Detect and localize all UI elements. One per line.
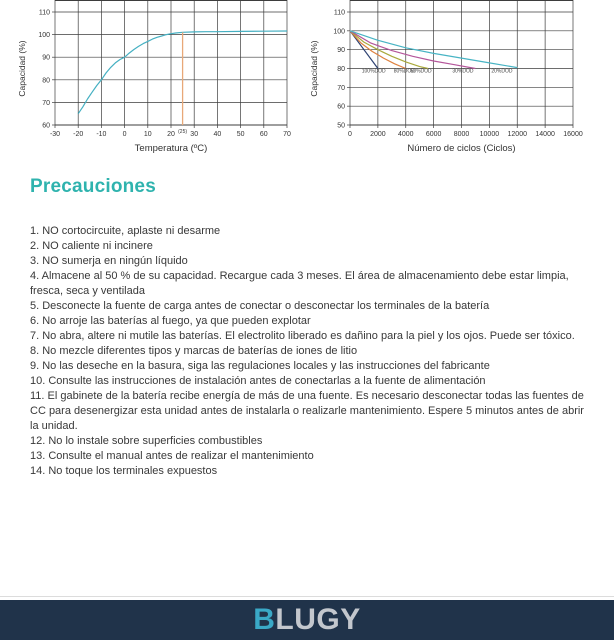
precautions-list xyxy=(30,224,592,479)
precaution-item: 9. No las deseche en la basura, siga las regulaciones locales y las instrucciones del fabricante xyxy=(30,360,490,372)
precautions-section xyxy=(30,176,592,479)
svg-text:8000: 8000 xyxy=(453,131,470,138)
section-heading: Precauciones xyxy=(30,176,156,197)
svg-text:80: 80 xyxy=(42,77,50,85)
svg-text:0: 0 xyxy=(122,131,127,138)
precaution-item: 8. No mezcle diferentes tipos y marcas de baterías de iones de litio xyxy=(30,345,358,357)
svg-text:20: 20 xyxy=(167,131,175,138)
svg-text:Capacidad (%): Capacidad (%) xyxy=(17,40,27,97)
svg-text:90: 90 xyxy=(337,47,345,55)
precaution-item: 1. NO cortocircuite, aplaste ni desarme xyxy=(30,225,221,237)
precaution-item: 4. Almacene al 50 % de su capacidad. Recargue cada 3 meses. El área de almacenamiento debe estar limpia, fresca, seca y ventilada xyxy=(30,270,569,297)
logo-letter-b: B xyxy=(253,603,276,636)
svg-text:20%DOD: 20%DOD xyxy=(491,68,513,75)
svg-text:Temperatura (ºC): Temperatura (ºC) xyxy=(134,143,208,154)
logo-text-lugy: LUGY xyxy=(275,603,361,636)
precaution-item: 3. NO sumerja en ningún líquido xyxy=(30,255,188,267)
svg-text:10: 10 xyxy=(143,131,152,138)
svg-text:10000: 10000 xyxy=(479,131,500,138)
temperature-chart-container xyxy=(14,0,306,158)
svg-text:60: 60 xyxy=(42,122,50,130)
precaution-item: 2. NO caliente ni incinere xyxy=(30,240,153,252)
svg-text:-10: -10 xyxy=(96,131,107,138)
svg-text:14000: 14000 xyxy=(535,131,555,138)
svg-text:-30: -30 xyxy=(49,131,61,138)
precaution-item: 14. No toque los terminales expuestos xyxy=(30,465,218,477)
cycle-life-chart xyxy=(306,0,606,158)
svg-text:60: 60 xyxy=(259,131,268,138)
precaution-item: 13. Consulte el manual antes de realizar el mantenimiento xyxy=(30,450,314,462)
precaution-item: 7. No abra, altere ni mutile las baterías. El electrolito liberado es dañino para la piel y los ojos. Puede ser tóxico. xyxy=(30,330,575,342)
svg-text:50: 50 xyxy=(337,122,345,130)
svg-text:50%DOD: 50%DOD xyxy=(410,68,432,75)
svg-text:100%DOD: 100%DOD xyxy=(361,68,386,75)
svg-text:4000: 4000 xyxy=(397,131,414,138)
cycle-life-chart-container xyxy=(306,0,606,158)
svg-text:30: 30 xyxy=(190,131,199,138)
svg-text:70: 70 xyxy=(337,84,345,92)
svg-text:6000: 6000 xyxy=(425,131,442,138)
svg-text:80%DOD: 80%DOD xyxy=(393,68,415,75)
svg-text:12000: 12000 xyxy=(507,131,527,138)
precaution-item: 6. No arroje las baterías al fuego, ya que pueden explotar xyxy=(30,315,311,327)
svg-text:0: 0 xyxy=(348,131,352,138)
precaution-item: 5. Desconecte la fuente de carga antes de conectar o desconectar los terminales de la batería xyxy=(30,300,490,312)
svg-text:110: 110 xyxy=(333,9,345,17)
svg-text:(25): (25) xyxy=(178,129,188,135)
precaution-item: 11. El gabinete de la batería recibe energía de más de una fuente. Es necesario desconectar todas las fuentes de CC para desenergizar esta unidad antes de instalarla o realizarle mantenimiento. Espere 5 minutos antes de abrir la unidad. xyxy=(30,390,584,432)
svg-text:Capacidad (%): Capacidad (%) xyxy=(309,40,319,97)
precaution-item: 10. Consulte las instrucciones de instalación antes de conectarlas a la fuente de alimentación xyxy=(30,375,486,387)
svg-text:50: 50 xyxy=(236,131,245,138)
svg-text:70: 70 xyxy=(283,131,291,138)
svg-text:16000: 16000 xyxy=(563,131,583,138)
svg-text:-20: -20 xyxy=(73,131,84,138)
svg-text:Número de ciclos (Ciclos): Número de ciclos (Ciclos) xyxy=(407,143,516,154)
blugy-logo xyxy=(253,600,361,640)
svg-text:2000: 2000 xyxy=(370,131,386,138)
svg-text:110: 110 xyxy=(38,9,50,17)
footer-bar xyxy=(0,600,614,640)
svg-text:40: 40 xyxy=(213,131,222,138)
temperature-capacity-chart xyxy=(14,0,306,158)
footer-divider xyxy=(0,596,614,597)
svg-text:100: 100 xyxy=(333,28,345,36)
svg-text:80: 80 xyxy=(337,66,345,73)
svg-text:90: 90 xyxy=(42,54,50,62)
svg-text:60: 60 xyxy=(337,103,345,111)
svg-text:100: 100 xyxy=(38,32,50,40)
precaution-item: 12. No lo instale sobre superficies combustibles xyxy=(30,435,263,447)
svg-text:70: 70 xyxy=(42,99,50,107)
svg-text:30%DOD: 30%DOD xyxy=(452,68,474,75)
